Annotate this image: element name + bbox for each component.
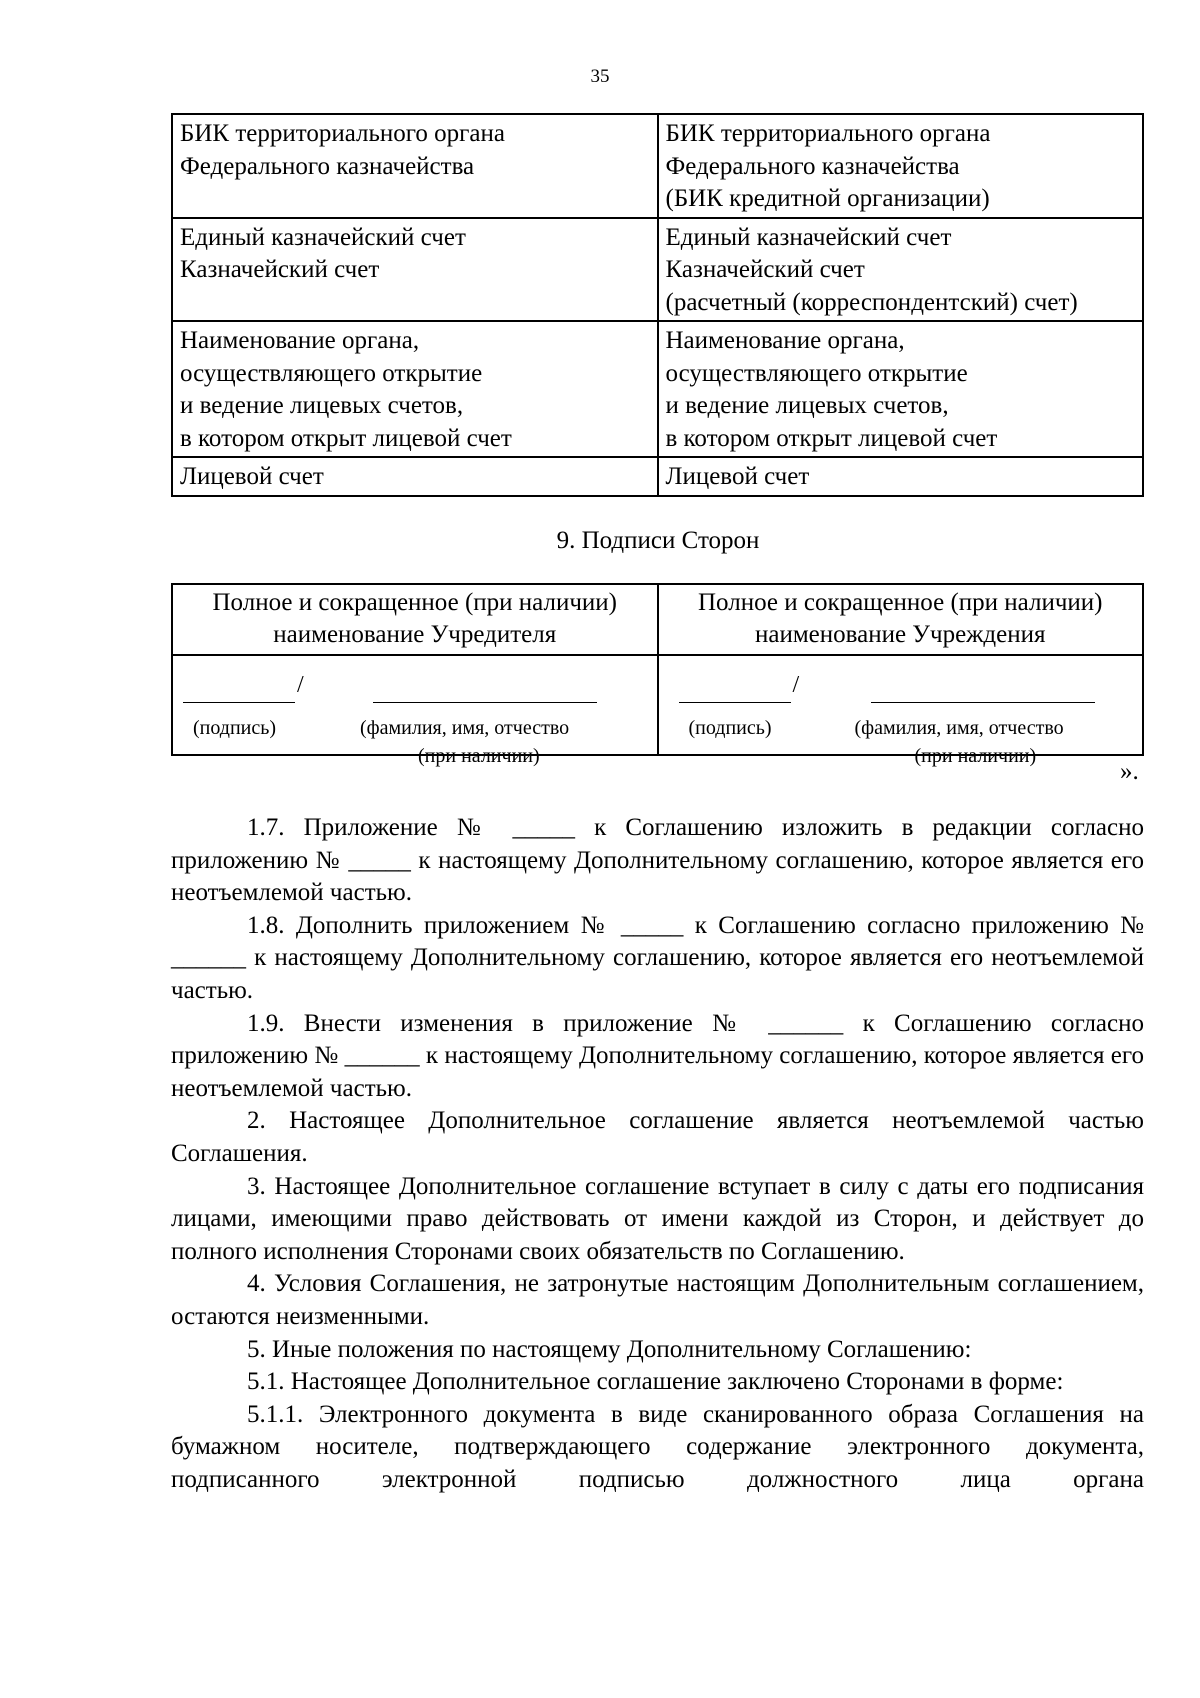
paragraph-3: 3. Настоящее Дополнительное соглашение вступает в силу с даты его подписания лицами, имеющими право действовать от имени каждой из Сторон, и действует до полного исполнения Сторонами своих обязательств по Соглашению.	[171, 1172, 1144, 1265]
section-title: 9. Подписи Сторон	[556, 527, 760, 554]
header-line: Полное и сокращенное (при наличии)	[698, 589, 1103, 616]
slash: /	[792, 672, 800, 698]
institution-signature-cell	[658, 655, 1144, 767]
header-line: Полное и сокращенное (при наличии)	[212, 589, 617, 616]
cell-line: Казначейский счет	[665, 256, 865, 283]
cell-line: Наименование органа,	[180, 327, 420, 354]
table-cell-right	[658, 321, 1144, 457]
table-cell-right	[658, 218, 1144, 322]
table-cell-left	[172, 218, 658, 322]
cell-line: и ведение лицевых счетов,	[665, 392, 949, 419]
table-cell-left	[172, 457, 658, 496]
signature-caption: (подпись)	[193, 717, 277, 739]
cell-line: Федерального казначейства	[180, 152, 475, 180]
paragraph-2: 2. Настоящее Дополнительное соглашение является неотъемлемой частью Соглашения.	[171, 1107, 1144, 1167]
cell-line: Лицевой счет	[180, 463, 324, 490]
institution-header	[658, 584, 1144, 655]
table-cell-right	[658, 457, 1144, 496]
cell-line: Федерального казначейства	[665, 152, 960, 180]
paragraph-1-9: 1.9. Внести изменения в приложение № ______ к Соглашению согласно приложению № ______ к настоящему Дополнительному соглашению, которое является его неотъемлемой частью.	[171, 1009, 1144, 1102]
signature-line	[679, 702, 791, 703]
cell-line: БИК территориального органа	[180, 120, 505, 147]
paragraph-1-8: 1.8. Дополнить приложением № _____ к Соглашению согласно приложению № ______ к настоящему Дополнительному соглашению, которое является его неотъемлемой частью.	[171, 911, 1144, 1004]
cell-line: Единый казначейский счет	[665, 223, 952, 251]
cell-line: БИК территориального органа	[665, 120, 991, 147]
table-row	[172, 457, 1143, 496]
table-row	[172, 218, 1143, 322]
name-line	[871, 702, 1095, 703]
cell-line: Наименование органа,	[665, 327, 905, 354]
cell-line: Казначейский счет	[180, 256, 380, 283]
paragraph-5-1-1: 5.1.1. Электронного документа в виде сканированного образа Соглашения на бумажном носителе, подтверждающего содержание электронного документа, подписанного электронной подписью должностного лица органа	[171, 1400, 1144, 1493]
signature-line	[183, 702, 295, 703]
signature-table	[171, 583, 1144, 767]
table-row	[172, 584, 1143, 655]
slash: /	[297, 672, 304, 698]
name-caption-note: (при наличии)	[418, 745, 540, 767]
cell-line: в котором открыт лицевой счет	[665, 424, 998, 452]
cell-line: (расчетный (корреспондентский) счет)	[665, 288, 1078, 316]
cell-line: Единый казначейский счет	[180, 223, 466, 251]
page-number: 35	[590, 66, 610, 87]
cell-line: и ведение лицевых счетов,	[180, 392, 464, 419]
name-caption: (фамилия, имя, отчество	[360, 717, 570, 739]
table-cell-right	[658, 114, 1144, 218]
cell-line: в котором открыт лицевой счет	[180, 424, 512, 452]
paragraph-5-1: 5.1. Настоящее Дополнительное соглашение заключено Сторонами в форме:	[247, 1368, 1064, 1396]
closing-quote: ».	[1120, 758, 1139, 785]
paragraph-4: 4. Условия Соглашения, не затронутые настоящим Дополнительным соглашением, остаются неизменными.	[171, 1270, 1144, 1330]
cell-line: Лицевой счет	[665, 463, 810, 490]
founder-header	[172, 584, 658, 655]
header-line: наименование Учреждения	[754, 621, 1046, 648]
table-row	[172, 114, 1143, 218]
cell-line: осуществляющего открытие	[665, 359, 968, 387]
paragraph-1-7: 1.7. Приложение № _____ к Соглашению изложить в редакции согласно приложению № _____ к настоящему Дополнительному соглашению, которое является его неотъемлемой частью.	[171, 814, 1144, 907]
name-caption: (фамилия, имя, отчество	[854, 717, 1064, 739]
header-line: наименование Учредителя	[273, 621, 557, 648]
name-line	[373, 702, 597, 703]
cell-line: осуществляющего открытие	[180, 359, 483, 387]
body-text	[171, 812, 1144, 1496]
signature-caption: (подпись)	[688, 717, 772, 739]
cell-line: (БИК кредитной организации)	[665, 185, 990, 212]
paragraph-5: 5. Иные положения по настоящему Дополнительному Соглашению:	[247, 1335, 972, 1363]
founder-signature-cell	[172, 655, 658, 767]
table-row	[172, 321, 1143, 457]
requisites-table	[171, 113, 1144, 497]
table-cell-left	[172, 321, 658, 457]
table-row	[172, 655, 1143, 755]
table-cell-left	[172, 114, 658, 218]
name-caption-note: (при наличии)	[914, 745, 1037, 767]
